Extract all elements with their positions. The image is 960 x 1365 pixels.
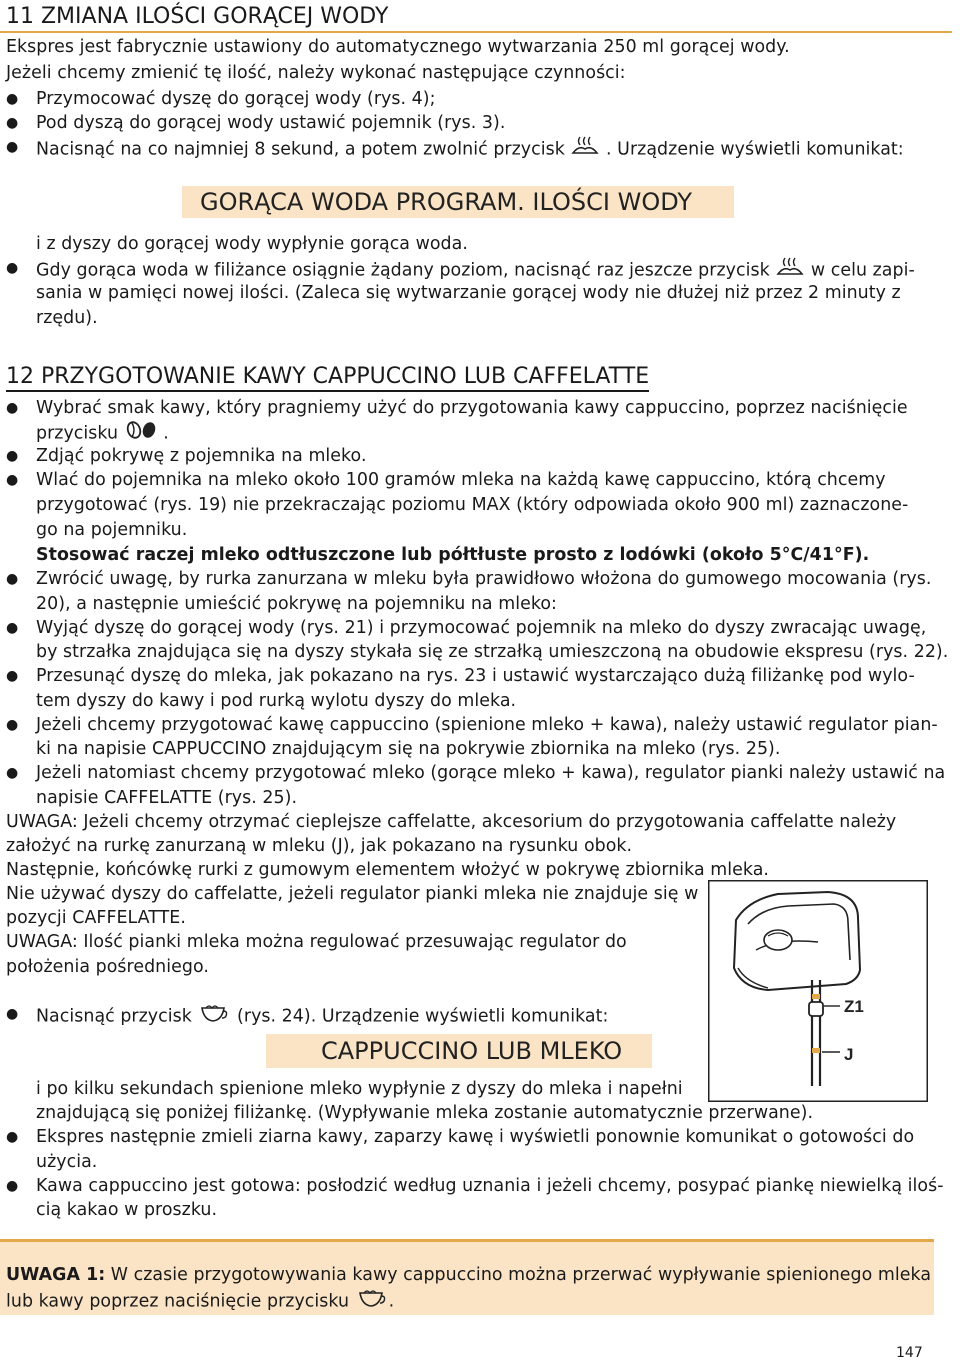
list-item [36, 135, 904, 164]
bullet-icon: ● [6, 139, 19, 155]
paragraph: położenia pośredniego. [6, 957, 209, 977]
bullet-icon: ● [6, 1006, 19, 1022]
list-item: Wybrać smak kawy, który pragniemy użyć do przygotowania kawy cappuccino, poprzez naciśnięcie [36, 398, 908, 418]
list-item: Pod dyszą do gorącej wody ustawić pojemnik (rys. 3). [36, 113, 506, 133]
list-item: Przesunąć dyszę do mleka, jak pokazano na rys. 23 i ustawić wystarczająco dużą filiżankę pod wylo- [36, 666, 915, 686]
bullet-icon: ● [6, 472, 19, 488]
bullet-icon: ● [6, 571, 19, 587]
note-line [6, 1263, 931, 1287]
label-z1: Z1 [844, 997, 864, 1016]
list-item-continuation: 20), a następnie umieścić pokrywę na pojemniku na mleko: [36, 594, 557, 614]
note-line [6, 1287, 394, 1316]
section-11-title: 11 ZMIANA ILOŚCI GORĄCEJ WODY [0, 4, 952, 33]
list-item: Jeżeli natomiast chcemy przygotować mleko (gorące mleko + kawa), regulator pianki należy ustawić na [36, 763, 946, 783]
paragraph: UWAGA: Ilość pianki mleka można regulować przesuwając regulator do [6, 932, 627, 952]
list-item-continuation [36, 420, 169, 447]
list-item-continuation: użycia. [36, 1152, 98, 1172]
page-number: 147 [896, 1345, 923, 1361]
paragraph: i z dyszy do gorącej wody wypłynie gorąca woda. [36, 234, 468, 254]
paragraph: Ekspres jest fabrycznie ustawiony do automatycznego wytwarzania 250 ml gorącej wody. [6, 37, 790, 57]
bullet-icon: ● [6, 115, 19, 131]
bullet-icon: ● [6, 765, 19, 781]
note-text: W czasie przygotowywania kawy cappuccino można przerwać wypływanie spienionego mleka [105, 1265, 932, 1285]
list-item-text: przycisku [36, 423, 119, 444]
coffee-beans-icon [124, 420, 158, 447]
list-item-continuation: napisie CAFFELATTE (rys. 25). [36, 788, 298, 808]
note-box [0, 1239, 934, 1315]
list-item-continuation: cią kakao w proszku. [36, 1200, 218, 1220]
paragraph: pozycji CAFFELATTE. [6, 908, 186, 928]
display-message: GORĄCA WODA PROGRAM. ILOŚCI WODY [182, 186, 734, 218]
list-item: Kawa cappuccino jest gotowa: posłodzić według uznania i jeżeli chcemy, posypać piankę niewielką iloś- [36, 1176, 944, 1196]
list-item-text: w celu zapi- [810, 260, 915, 281]
bullet-icon: ● [6, 91, 19, 107]
paragraph: Jeżeli chcemy zmienić tę ilość, należy wykonać następujące czynności: [6, 63, 626, 83]
list-item-text: Nacisnąć przycisk [36, 1006, 192, 1027]
list-item-continuation: sania w pamięci nowej ilości. (Zaleca się wytwarzanie gorącej wody nie dłużej niż przez 2 minuty z [36, 283, 901, 303]
section-11-heading [0, 4, 952, 33]
bullet-icon: ● [6, 620, 19, 636]
bullet-icon: ● [6, 400, 19, 416]
list-item-continuation: tem dyszy do kawy i pod rurką wylotu dyszy do mleka. [36, 691, 517, 711]
bullet-icon: ● [6, 668, 19, 684]
bullet-icon: ● [6, 1178, 19, 1194]
list-item-continuation: przygotować (rys. 19) nie przekraczając poziomu MAX (który odpowiada około 900 ml) zaznaczone- [36, 495, 909, 515]
list-item-continuation: rzędu). [36, 308, 98, 328]
paragraph: założyć na rurkę zanurzaną w mleku (J), jak pokazano na rysunku obok. [6, 836, 633, 856]
paragraph: Nie używać dyszy do caffelatte, jeżeli regulator pianki mleka nie znajduje się w [6, 884, 699, 904]
list-item-continuation: go na pojemniku. [36, 520, 188, 540]
list-item: Przymocować dyszę do gorącej wody (rys. 4); [36, 89, 436, 109]
paragraph: UWAGA: Jeżeli chcemy otrzymać cieplejsze caffelatte, akcesorium do przygotowania caffelatte należy [6, 812, 897, 832]
bullet-icon: ● [6, 717, 19, 733]
list-item-continuation: ki na napisie CAPPUCCINO znajdującym się na pokrywie zbiornika na mleko (rys. 25). [36, 739, 781, 759]
list-item: Zwrócić uwagę, by rurka zanurzana w mleku była prawidłowo włożona do gumowego mocowania (rys. [36, 569, 932, 589]
paragraph: i po kilku sekundach spienione mleko wypłynie z dyszy do mleka i napełni [36, 1079, 683, 1099]
list-item-text: . Urządzenie wyświetli komunikat: [606, 139, 904, 160]
cappuccino-cup-icon [355, 1287, 389, 1316]
paragraph: znajdującą się poniżej filiżankę. (Wypływanie mleka zostanie automatycznie przerwane). [36, 1103, 814, 1123]
bullet-icon: ● [6, 448, 19, 464]
note-text: . [388, 1291, 395, 1312]
warning-text: Stosować raczej mleko odtłuszczone lub półtłuste prosto z lodówki (około 5°C/41°F). [36, 545, 870, 565]
hot-water-icon [570, 135, 600, 164]
paragraph: Następnie, końcówkę rurki z gumowym elementem włożyć w pokrywę zbiornika mleka. [6, 860, 770, 880]
list-item-continuation: by strzałka znajdująca się na dyszy stykała się ze strzałką umieszczoną na obudowie ekspresu (rys. 22). [36, 642, 949, 662]
cappuccino-cup-icon [197, 1002, 231, 1031]
section-12-heading [6, 364, 649, 392]
list-item: Jeżeli chcemy przygotować kawę cappuccino (spienione mleko + kawa), należy ustawić regulator pian- [36, 715, 938, 735]
caffelatte-accessory-figure [708, 880, 928, 1102]
bullet-icon: ● [6, 260, 19, 276]
list-item [36, 1002, 608, 1031]
note-text: lub kawy poprzez naciśnięcie przycisku [6, 1291, 350, 1312]
list-item-text: Gdy gorąca woda w filiżance osiągnie żądany poziom, nacisnąć raz jeszcze przycisk [36, 260, 770, 281]
note-label: UWAGA 1: [6, 1265, 106, 1285]
list-item: Wlać do pojemnika na mleko około 100 gramów mleka na każdą kawę cappuccino, którą chcemy [36, 470, 886, 490]
list-item-text: . [163, 423, 169, 444]
label-j: J [844, 1045, 854, 1064]
list-item: Ekspres następnie zmieli ziarna kawy, zaparzy kawę i wyświetli ponownie komunikat o gotowości do [36, 1127, 915, 1147]
display-message: CAPPUCCINO LUB MLEKO [266, 1034, 652, 1068]
bullet-icon: ● [6, 1129, 19, 1145]
list-item: Zdjąć pokrywę z pojemnika na mleko. [36, 446, 367, 466]
list-item-text: (rys. 24). Urządzenie wyświetli komunikat: [237, 1006, 609, 1027]
section-12-title: 12 PRZYGOTOWANIE KAWY CAPPUCCINO LUB CAFFELATTE [6, 364, 649, 392]
list-item: Wyjąć dyszę do gorącej wody (rys. 21) i przymocować pojemnik na mleko do dyszy zwracając uwagę, [36, 618, 927, 638]
list-item-text: Nacisnąć na co najmniej 8 sekund, a potem zwolnić przycisk [36, 139, 565, 160]
